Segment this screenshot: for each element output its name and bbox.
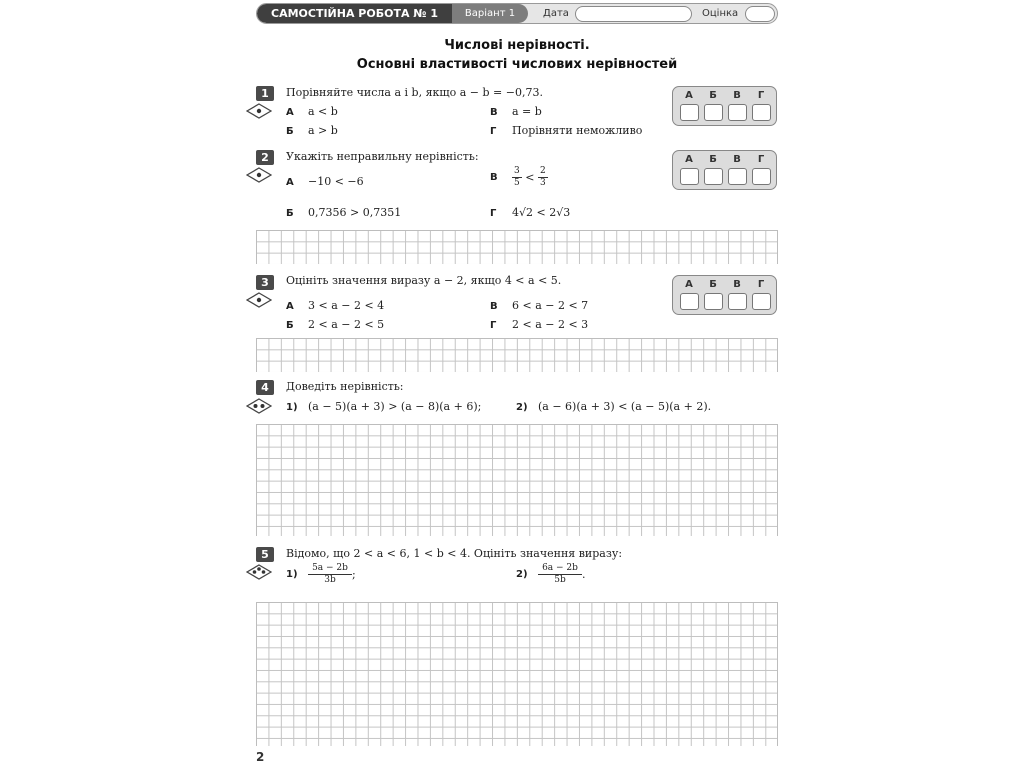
task-2-option-b: Б 0,7356 > 0,7351 [286,206,402,219]
task-3-answer-g[interactable] [752,293,771,310]
task-3-answer-v[interactable] [728,293,747,310]
grade-label: Оцінка [702,8,739,19]
task-3-answer-box: А Б В Г [672,275,777,315]
task-2-question: Укажіть неправильну нерівність: [286,150,479,163]
task-5-grid-area[interactable] [256,602,778,746]
task-2-answer-a[interactable] [680,168,699,185]
task-1-option-a: А a < b [286,105,338,118]
task-1-option-v: В a = b [490,105,542,118]
task-3-question: Оцініть значення виразу a − 2, якщо 4 < a < 5. [286,274,562,287]
task-3-option-b: Б 2 < a − 2 < 5 [286,318,385,331]
header-bar [256,3,778,24]
task-5-question: Відомо, що 2 < a < 6, 1 < b < 4. Оцініть значення виразу: [286,547,623,560]
task-1-question: Порівняйте числа a і b, якщо a − b = −0,73. [286,86,543,99]
topic-title-line1: Числові нерівності. [444,38,590,53]
task-3-grid-area[interactable] [256,338,778,372]
difficulty-1-dot-icon [246,167,272,183]
difficulty-1-dot-icon [246,103,272,119]
task-1-option-g: Г Порівняти неможливо [490,124,643,137]
task-number-4: 4 [256,380,274,395]
task-1-answer-a[interactable] [680,104,699,121]
topic-title-line2: Основні властивості числових нерівностей [356,57,678,72]
task-3-answer-a[interactable] [680,293,699,310]
task-2-grid-area[interactable] [256,230,778,264]
task-2-option-g: Г 4√2 < 2√3 [490,206,571,219]
task-1-option-b: Б a > b [286,124,338,137]
task-5-part-2: 2) $\frac{6a - 2b}{5b}$ . [516,563,586,585]
task-3-answer-b[interactable] [704,293,723,310]
task-4-grid-area[interactable] [256,424,778,536]
task-3-option-g: Г 2 < a − 2 < 3 [490,318,589,331]
task-2-option-v: В $\frac{3}{5}$ < $\frac{2}{3}$ [490,166,546,188]
task-2-answer-box: А Б В Г [672,150,777,190]
task-3-option-v: В 6 < a − 2 < 7 [490,299,589,312]
task-number-1: 1 [256,86,274,101]
difficulty-2-dots-icon [246,398,272,414]
date-field[interactable] [575,6,692,22]
task-4-part-2: 2) (a − 6)(a + 3) < (a − 5)(a + 2). [516,400,712,413]
page-number: 2 [256,750,265,764]
task-2-answer-b[interactable] [704,168,723,185]
task-number-3: 3 [256,275,274,290]
task-2-option-a: А −10 < −6 [286,175,364,188]
task-3-option-a: А 3 < a − 2 < 4 [286,299,385,312]
task-number-2: 2 [256,150,274,165]
grade-field[interactable] [745,6,775,22]
task-1-answer-b[interactable] [704,104,723,121]
difficulty-1-dot-icon [246,292,272,308]
task-4-question: Доведіть нерівність: [286,380,404,393]
task-number-5: 5 [256,547,274,562]
task-2-answer-v[interactable] [728,168,747,185]
task-5-part-1: 1) $\frac{5a - 2b}{3b}$ ; [286,563,356,585]
task-2-answer-g[interactable] [752,168,771,185]
task-1-answer-box: А Б В Г [672,86,777,126]
work-title: САМОСТІЙНА РОБОТА № 1 [257,4,452,23]
difficulty-3-dots-icon [246,564,272,580]
variant-label: Варіант 1 [452,4,528,23]
date-label: Дата [543,8,569,19]
task-4-part-1: 1) (a − 5)(a + 3) > (a − 8)(a + 6); [286,400,482,413]
task-1-answer-v[interactable] [728,104,747,121]
task-1-answer-g[interactable] [752,104,771,121]
